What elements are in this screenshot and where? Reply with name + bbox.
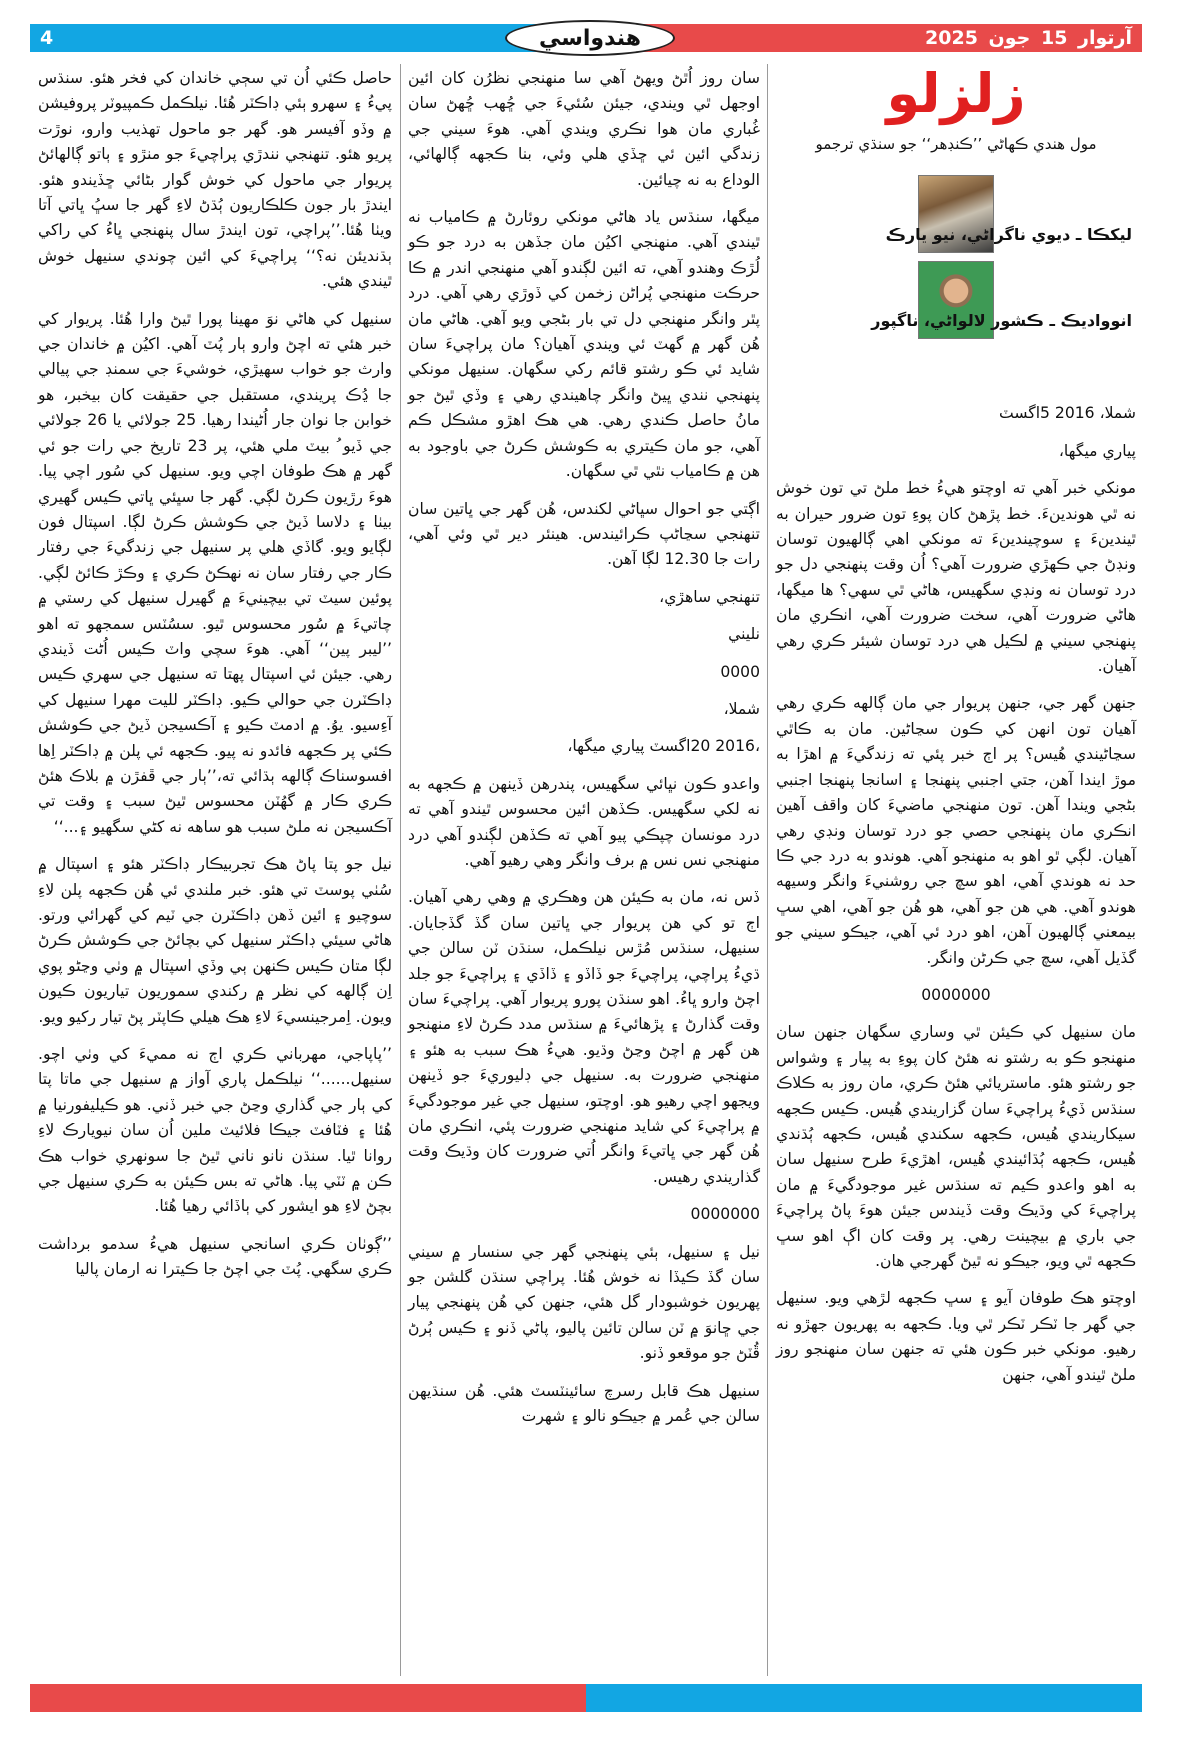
author-credit: [776, 171, 1136, 257]
paragraph: شملا، 2016 5اگسٽ: [999, 404, 1136, 423]
column-2: [408, 66, 760, 1442]
paragraph: حاصل ڪئي اُن تي سڄي خاندان کي فخر هئو. سنڌس پيءُ ۽ سهرو ٻئي ڊاڪٽر هُئا. نيلڪمل ڪمپيوٽر پروفيشن ۾ وڏو آفيسر هو. گهر جو ماحول تهذيب وارو، نوڙت پريو هئو. تنهنجي نندڙي پراچيءَ جو منڙو ۽ ٻاتو ڳالهائڻ پريوار جي ماحول کي خوش گوار بڻائي ڇڏيندو هئو. ايندڙ بار جون ڪلڪاريون ٻُڌڻ لاءِ گهر جا سڀُ ڀاتي آتا ويٺا هُئا.’’پراچي، تون ايندڙ سال پنهنجي ڀاءُ کي راکي ٻڌنديئن نه؟‘‘ پراچيءَ کي ائين چوندي سنيهل خوش ٿيندي هئي.: [38, 69, 392, 291]
paragraph: ’’ڳوٺان ڪري اسانجي سنيهل هيءُ سدمو برداشت ڪري سگهي. پُٽ جي اچڻ جا ڪيترا نه ارمان پاليا: [38, 1234, 392, 1279]
translator-name: انوواديڪ ـ ڪشور لالواڻي، ناگپور: [871, 311, 1132, 330]
story-subtitle: مول هندي ڪهاڻي ’’ڪنڊهر‘‘ جو سنڌي ترجمو: [815, 135, 1097, 153]
column-3: [38, 66, 392, 1295]
story-title: زلزلو: [886, 62, 1026, 125]
paragraph: واعدو ڪون نڀائي سگهيس، پندرهن ڏينهن ۾ ڪجهه به نه لکي سگهيس. ڪڏهن ائين محسوس ٿيندو آهي ته درد مونسان چپڪي پيو آهي ته ڪڏهن لڳندو آهي درد منهنجي نس نس ۾ برف وانگر وهي رهيو آهي.: [408, 774, 760, 869]
section-break: 0000000: [690, 1205, 760, 1224]
paragraph: جنهن گهر جي، جنهن پريوار جي مان ڳالهه ڪري رهي آهيان تون انهن کي ڪون سڃاڻين. مان به ڪاٿي سڃاڻيندي هُيس؟ پر اڄ خبر پئي ته زندگيءَ ۾ اهڙا به موڙ ايندا آهن، جتي اجنبي پنهنجا ۽ اسانجا پنهنجا اجنبي بڻجي ويندا آهن. تون منهنجي ماضيءَ کان واقف آهين انڪري مان پنهنجي حصي جو درد توسان ونڊي رهي آهيان. لڳي ٿو اهو به منهنجو آهي. هوندو به درد جي ڪا حد نه هوندي آهي، اهو سچ جي روشنيءَ وانگر وسيهه هوندو آهي. هي هن جو آهي، هو هُن جو آهي، اهي سڀ بيمعني ڳالهيون آهن، اهو درد ئي آهي، جيڪو سيني جو گڏيل آهي، سچ جي ڪرڻن وانگر.: [776, 694, 1136, 967]
paragraph: مان سنيهل کي ڪيئن ٿي وساري سگهان جنهن سان منهنجو ڪو به رشتو نه هئڻ کان پوءِ به پيار ۽ وشواس جو رشتو هئو. ماستريائي هئڻ ڪري، مان روز به ڪلاڪ سنڌس ڏيءُ پراچيءَ سان گزاريندي هُيس. ڪيس ڪجهه سيکاريندي هُيس، ڪجهه سکندي هُيس، ڪجهه ٻُڌندي هُيس، ڪجهه ٻُڌائيندي هُيس، اهڙيءَ طرح سنيهل سان به اهو واعدو ڪيم ته سنڌس غير موجودگيءَ ۾ مان پراچيءَ کي وڌيڪ وقت ڏيندس جيئن هوءَ پاڻ پراچيءَ جي باري ۾ بيچينت رهي. پر وقت کان اڳ اهو سڀ ڪجهه ٿي ويو، جيڪو نه ٿيڻ گهرجي هان.: [776, 1023, 1136, 1270]
column-divider: [400, 64, 401, 1676]
paragraph: ’’پاپاجي، مهرباني ڪري اڄ نه ممي‌ءَ کي وٺي اچو. سنيهل......‘‘ نيلڪمل پاري آواز ۾ سنيهل جي ماتا پتا کي ٻار جي گذاري وڃڻ جي خبر ڏني. هو ڪيليفورنيا ۾ هُئا ۽ فٽافٽ جيڪا فلائيٽ ملين اُن سان نيويارڪ لاءِ روانا ٿيا. سنڌن نانو ناني ٿيڻ جا سونهري خواب هڪ ڪن ۾ ٽٽي پيا. هاڻي ته بس ڪيئن به ڪري سنيهل جي بچڻ لاءِ هو ايشور کي ٻاڏائي رهيا هُئا.: [38, 1045, 392, 1216]
paragraph: تنهنجي ساهڙي،: [659, 587, 760, 606]
newspaper-logo: هندواسي: [505, 20, 675, 56]
author-name: ليکڪا ـ ديوي ناگراڻي، نيو يارڪ: [885, 225, 1132, 244]
paragraph: نليني: [728, 625, 760, 644]
translator-credit: [776, 257, 1136, 343]
column-divider: [767, 64, 768, 1676]
paragraph: نيل جو پتا پاڻ هڪ تجربيڪار ڊاڪٽر هئو ۽ اسپتال ۾ سُٺي پوسٽ تي هئو. خبر ملندي ئي هُن ڪجهه پلن لاءِ سوچيو ۽ ائين ڏهن ڊاڪٽرن جي ٽيم کي گهرائي ورتو. هاڻي سيئي ڊاڪٽر سنيهل کي بچائڻ جي ڪوشش ڪرڻ لڳا متان ڪيس ڪنهن ٻي وڏي اسپتال ۾ وٺي وڃڻو پوي اِن ڳالهه کي نظر ۾ رکندي سموريون تياريون ڪيون ويون. اِمرجينسيءَ لاءِ هڪ هيلي ڪاپٽر پڻ تيار رکيو ويو.: [38, 855, 392, 1026]
paragraph: سان روز اُٿڻ ويهڻ آهي سا منهنجي نظرُن کان ائين اوجهل ٿي ويندي، جيئن سُئيءَ جي ڇُهب ڇُهڻ سان غُباري مان هوا نڪري ويندي آهي. هوءَ سيني جي زندگي ائين ئي ڇڏي هلي وئي، بنا ڪجهه ڳالهائي، الوداع به نه چيائين.: [408, 69, 760, 189]
footer-bar: [30, 1684, 1142, 1712]
paragraph: پياري ميگها،: [1058, 441, 1136, 460]
paragraph: شملا،: [723, 699, 760, 718]
section-break: 0000: [720, 662, 760, 681]
page-number: 4: [40, 27, 54, 49]
paragraph: نيل ۽ سنيهل، ٻئي پنهنجي گهر جي سنسار ۾ سيني سان گڏ ڪيڏا نه خوش هُئا. پراچي سنڌن گلشن جو پهريون خوشبودار گل هئي، جنهن کي هُن پنهنجي پيار جي ڇانوَ ۾ ٽن سالن تائين پاليو، پاڻي ڏنو ۽ ڪيس ٻُرڻ ڦُٽڻ جو موقعو ڏنو.: [408, 1242, 760, 1363]
paragraph: اوچتو هڪ طوفان آيو ۽ سڀ ڪجهه لڙهي ويو. سنيهل جي گهر جا ٽڪر ٽڪر ٿي ويا. ڪجهه به پهريون جهڙو نه رهيو. مونکي خبر ڪون هئي ته جنهن سان منهنجو روز ملڻ ٿيندو آهي، جنهن: [776, 1289, 1136, 1384]
paragraph: سنيهل هڪ قابل رسرچ سائينٽسٽ هئي. هُن سنڌيهن سالن جي عُمر ۾ جيڪو نالو ۽ شهرت: [408, 1381, 760, 1426]
paragraph: ميگها، سنڌس ياد هاڻي مونکي روئارڻ ۾ ڪامياب نه ٿيندي آهي. منهنجي اکيُن مان جڏهن به درد جو ڪو لُڙڪ وهندو آهي، ته ائين لڳندو آهي منهنجي اندر ۾ ڪا حرڪت منهنجي پُراڻن زخمن کي ڏوڙي رهي آهي. درد پٿر وانگر منهنجي دل تي بار بڻجي ويو آهي. هاڻي مان هُن گهر ۾ گهٽ ئي ويندي آهيان؟ مان پراچيءَ سان شايد ئي ڪو رشتو قائم رکي سگهان. سنيهل مونکي پنهنجي نندي ڀيڻ وانگر چاهيندي رهي ۽ وڏي ٿيڻ جو مانُ حاصل ڪندي رهي. هي هڪ اهڙو مشڪل ڪم آهي، جو مان ڪيتري به ڪوشش ڪرڻ جي باوجود به هن ۾ ڪامياب نٿي ٿي سگهان.: [408, 208, 760, 481]
paragraph: ڏس نه، مان به ڪيئن هن وهڪري ۾ وهي رهي آهيان. اڄ تو کي هن پريوار جي ڀاتين سان گڏ گڏجايان. سنيهل، سنڌس مُڙس نيلڪمل، سنڌن ٽن سالن جي ڌيءُ پراچي، پراچيءَ جو ڏاڏو ۽ ڏاڏي ۽ پراچيءَ جو جلد اچڻ وارو ڀاءُ. اهو سنڌن پورو پريوار آهي. پراچيءَ سان وقت گذارڻ ۽ پڙهائيءَ ۾ سنڌس مدد ڪرڻ لاءِ منهنجو هن گهر ۾ اچڻ وڃڻ وڌيو. هيءُ هڪ سبب به هئو ۽ منهنجي ضرورت به. سنيهل جي ڊليوريءَ جو ڏينهن ويجهو اچي رهيو هو. اوچتو، سنيهل جي غير موجودگيءَ ۾ پراچيءَ کي شايد منهنجي ضرورت پئي، انڪري مان هُن گهر جي ڀاتيءَ وانگر اُتي ضرورت کان وڌيڪ وقت گذاريندي رهيس.: [408, 888, 760, 1186]
paragraph: ،2016 20اگسٽ پياري ميگها،: [567, 737, 760, 756]
issue-date: آرتوار 15 جون 2025: [925, 27, 1132, 49]
section-break: 0000000: [921, 985, 991, 1004]
column-1: [776, 62, 1136, 1400]
paragraph: سنيهل کي هاڻي نوَ مهينا پورا ٿيڻ وارا هُئا. پريوار کي خبر هئي ته اچڻ وارو ٻار پُٽ آهي. اکيُن ۾ خاندان جي وارث جو خواب سهيڙي، خوشيءَ جي سمنڊ جي پيالي جا ڍُڪ پريندي، مستقبل جي حقيقت کان بيخبر، هو خوابن جا نوان جار اُڻيندا رهيا. 25 جولائي يا 26 جولائي جي ڏيو ُ بيٽ ملي هئي، پر 23 تاريخ جي رات جو ئي گهر ۾ هڪ طوفان اچي ويو. سنيهل کي سُور اچي پيا. هوءَ رڙيون ڪرڻ لڳي. گهر جا سڀئي ڀاتي ڪيس گهيري بيٺا ۽ دلاسا ڏيڻ جي ڪوشش ڪرڻ لڳا. اسپتال فون لڳايو ويو. گاڏي هلي پر سنيهل جي زندگيءَ جي رفتار ڪار جي رفتار سان نه نهڪڻ ڪري ۽ وڪڙ ڪائڻ لڳي. پوئين سيٽ تي بيچينيءَ ۾ گهيرل سنيهل کي رستي ۾ چاتيءَ ۾ سُور محسوس ٿيو. سسُٽس سمجهو ته اهو ’’ليبر پين‘‘ آهي. هوءَ سچي واٽ ڪيس اُڻت ڏيندي رهي. جيئن ئي اسپتال پهتا ته سنيهل جي سهري ڪيس ڊاڪٽرن جي حوالي ڪيو. ڊاڪٽر لليت مهرا سنيهل کي آءِسيو. يوُ. ۾ ادمٽ ڪيو ۽ آڪسيجن ڏيڻ جي ڪوشش ڪئي پر ڪجهه فائدو نه پيو. ڪجهه ئي پلن ۾ ڊاڪٽر اِها افسوسناڪ ڳالهه ٻڌائي ته،’’ٻار جي ڦفڙن ۾ بلاڪ هئڻ ڪري ڪار ۾ گهُٽن محسوس ٿيڻ سبب ۽ وقت تي آڪسيجن نه ملڻ سبب هو ساهه نه کڻي سگهيو ۽...‘‘: [38, 309, 392, 836]
paragraph: مونکي خبر آهي ته اوچتو هيءُ خط ملڻ تي تون خوش نه ٿي هوندينءَ. خط پڙهڻ کان پوءِ تون ضرور حيران به ٿيندينءَ ۽ سوچيندينءَ ته مونکي اهي ڳالهيون توسان ونڊڻ جي ڪهڙي ضرورت آهي؟ اُن وقت پنهنجي دل جو درد توسان نه ونڊي سگهيس، هاڻي ٿي سهي؟ ها ميگها، هاڻي ضرورت آهي، سخت ضرورت آهي، انڪري مان پنهنجي سيني ۾ لڪيل هي درد توسان شيئر ڪري رهي آهيان.: [776, 479, 1136, 676]
paragraph: اڳتي جو احوال سڀاڻي لکندس، هُن گهر جي ڀاتين سان تنهنجي سڃاڻپ ڪرائيندس. هينئر دير ٿي وئي آهي، رات جا 12.30 لڳا آهن.: [408, 499, 760, 569]
